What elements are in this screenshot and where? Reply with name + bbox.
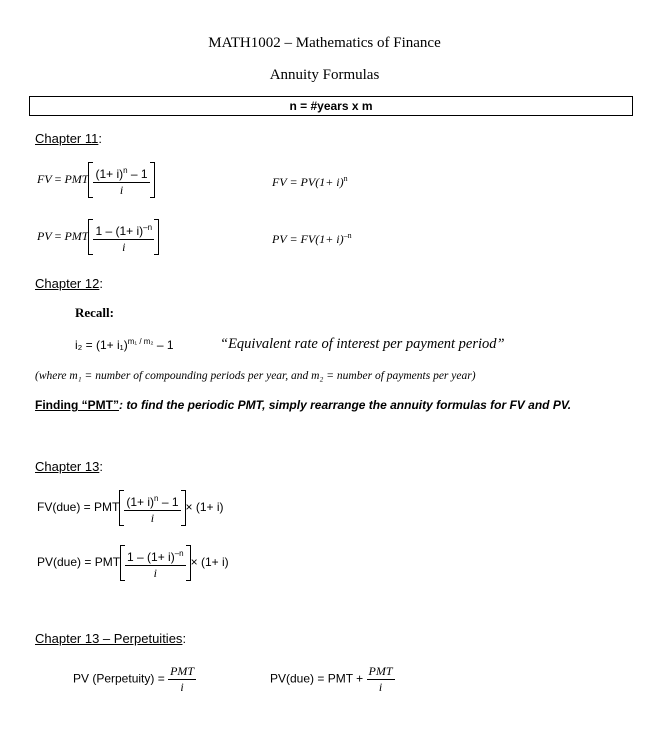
fv-num: (1+ i) (126, 494, 155, 509)
m-definitions-note: (where m₁ = number of compounding periods per year, and m₂ = number of payments per year) (35, 370, 476, 382)
equivalent-rate-formula (75, 337, 174, 352)
eq-rate: i₂ = (1+ i₁) (75, 338, 128, 352)
pv-num-exp: –n (174, 548, 184, 558)
colon: : (99, 459, 103, 474)
chapter-11-label: Chapter 11 (35, 131, 99, 146)
perpetuities-heading (35, 631, 186, 646)
colon: : (98, 131, 102, 146)
page-subtitle: Annuity Formulas (269, 67, 380, 83)
pv-num: 1 – (1+ i) (95, 223, 144, 238)
finding-pmt-line (35, 398, 571, 412)
den-i: i (153, 565, 157, 580)
pv-perpetuity-formula (73, 664, 196, 695)
pv-due-perp-lhs: PV(due) = PMT + (270, 671, 364, 686)
fv-annuity-formula: FV = PMT $\frac{(1+ i)^n - 1}{i}$ (37, 162, 155, 198)
pv-num: 1 – (1+ i) (127, 549, 175, 564)
chapter-12-label: Chapter 12 (35, 276, 100, 291)
pv-annuity-formula: PV = PMT $\frac{1 - (1+ i)^{-n}}{i}$ (37, 219, 159, 255)
fv-num-tail: – 1 (158, 494, 179, 509)
periods-box: n = #years x m (29, 96, 633, 116)
chapter-12-heading (35, 276, 103, 291)
pv-lump: PV = FV(1+ i) (272, 232, 344, 246)
finding-pmt-label: Finding “PMT” (35, 398, 119, 412)
perp-num: PMT (368, 664, 393, 678)
fv-num-exp: n (154, 493, 159, 503)
course-title: MATH1002 – Mathematics of Finance (208, 35, 441, 51)
fv-lhs: FV (37, 171, 52, 186)
pv-lump-formula (272, 231, 352, 247)
fv-due-lhs: FV(due) = PMT (37, 500, 120, 515)
pv-due-perpetuity-formula (270, 664, 395, 695)
pv-lump-exp: –n (343, 231, 352, 240)
fv-num: (1+ i) (95, 166, 124, 181)
equivalent-rate-quote: “Equivalent rate of interest per payment period” (220, 336, 505, 352)
fv-lump-formula (272, 174, 348, 190)
colon: : (182, 631, 187, 646)
fv-num-tail: – 1 (127, 166, 148, 181)
fv-lump-exp: n (343, 174, 348, 183)
perp-den: i (378, 680, 383, 694)
pmt-var: PMT (64, 228, 89, 243)
chapter-11-heading (35, 131, 102, 146)
pv-due-formula (37, 545, 229, 581)
perp-num: PMT (170, 664, 195, 678)
recall-label: Recall: (75, 305, 114, 320)
pv-lhs: PV (37, 228, 52, 243)
fv-due-formula (37, 490, 224, 526)
times-factor: × (1+ i) (185, 500, 224, 515)
den-i: i (122, 239, 126, 254)
pv-due-lhs: PV(due) = PMT (37, 555, 121, 570)
chapter-13-label: Chapter 13 (35, 459, 100, 474)
den-i: i (150, 510, 155, 525)
pmt-var: PMT (64, 171, 89, 186)
eq-rate-exp: m₁ / m₂ (127, 337, 154, 346)
finding-pmt-text: : to find the periodic PMT, simply rearrange the annuity formulas for FV and PV. (118, 398, 572, 412)
pv-num-exp: –n (143, 222, 153, 232)
times-factor: × (1+ i) (190, 555, 229, 570)
perpetuities-label: Chapter 13 – Perpetuities (35, 631, 183, 646)
fv-lump: FV = PV(1+ i) (272, 175, 344, 189)
chapter-13-heading (35, 459, 103, 474)
colon: : (99, 276, 103, 291)
perp-den: i (180, 680, 184, 694)
pv-perp-lhs: PV (Perpetuity) = (73, 671, 165, 686)
eq-rate-tail: – 1 (153, 338, 174, 352)
fv-num-exp: n (123, 165, 128, 175)
den-i: i (119, 182, 124, 197)
